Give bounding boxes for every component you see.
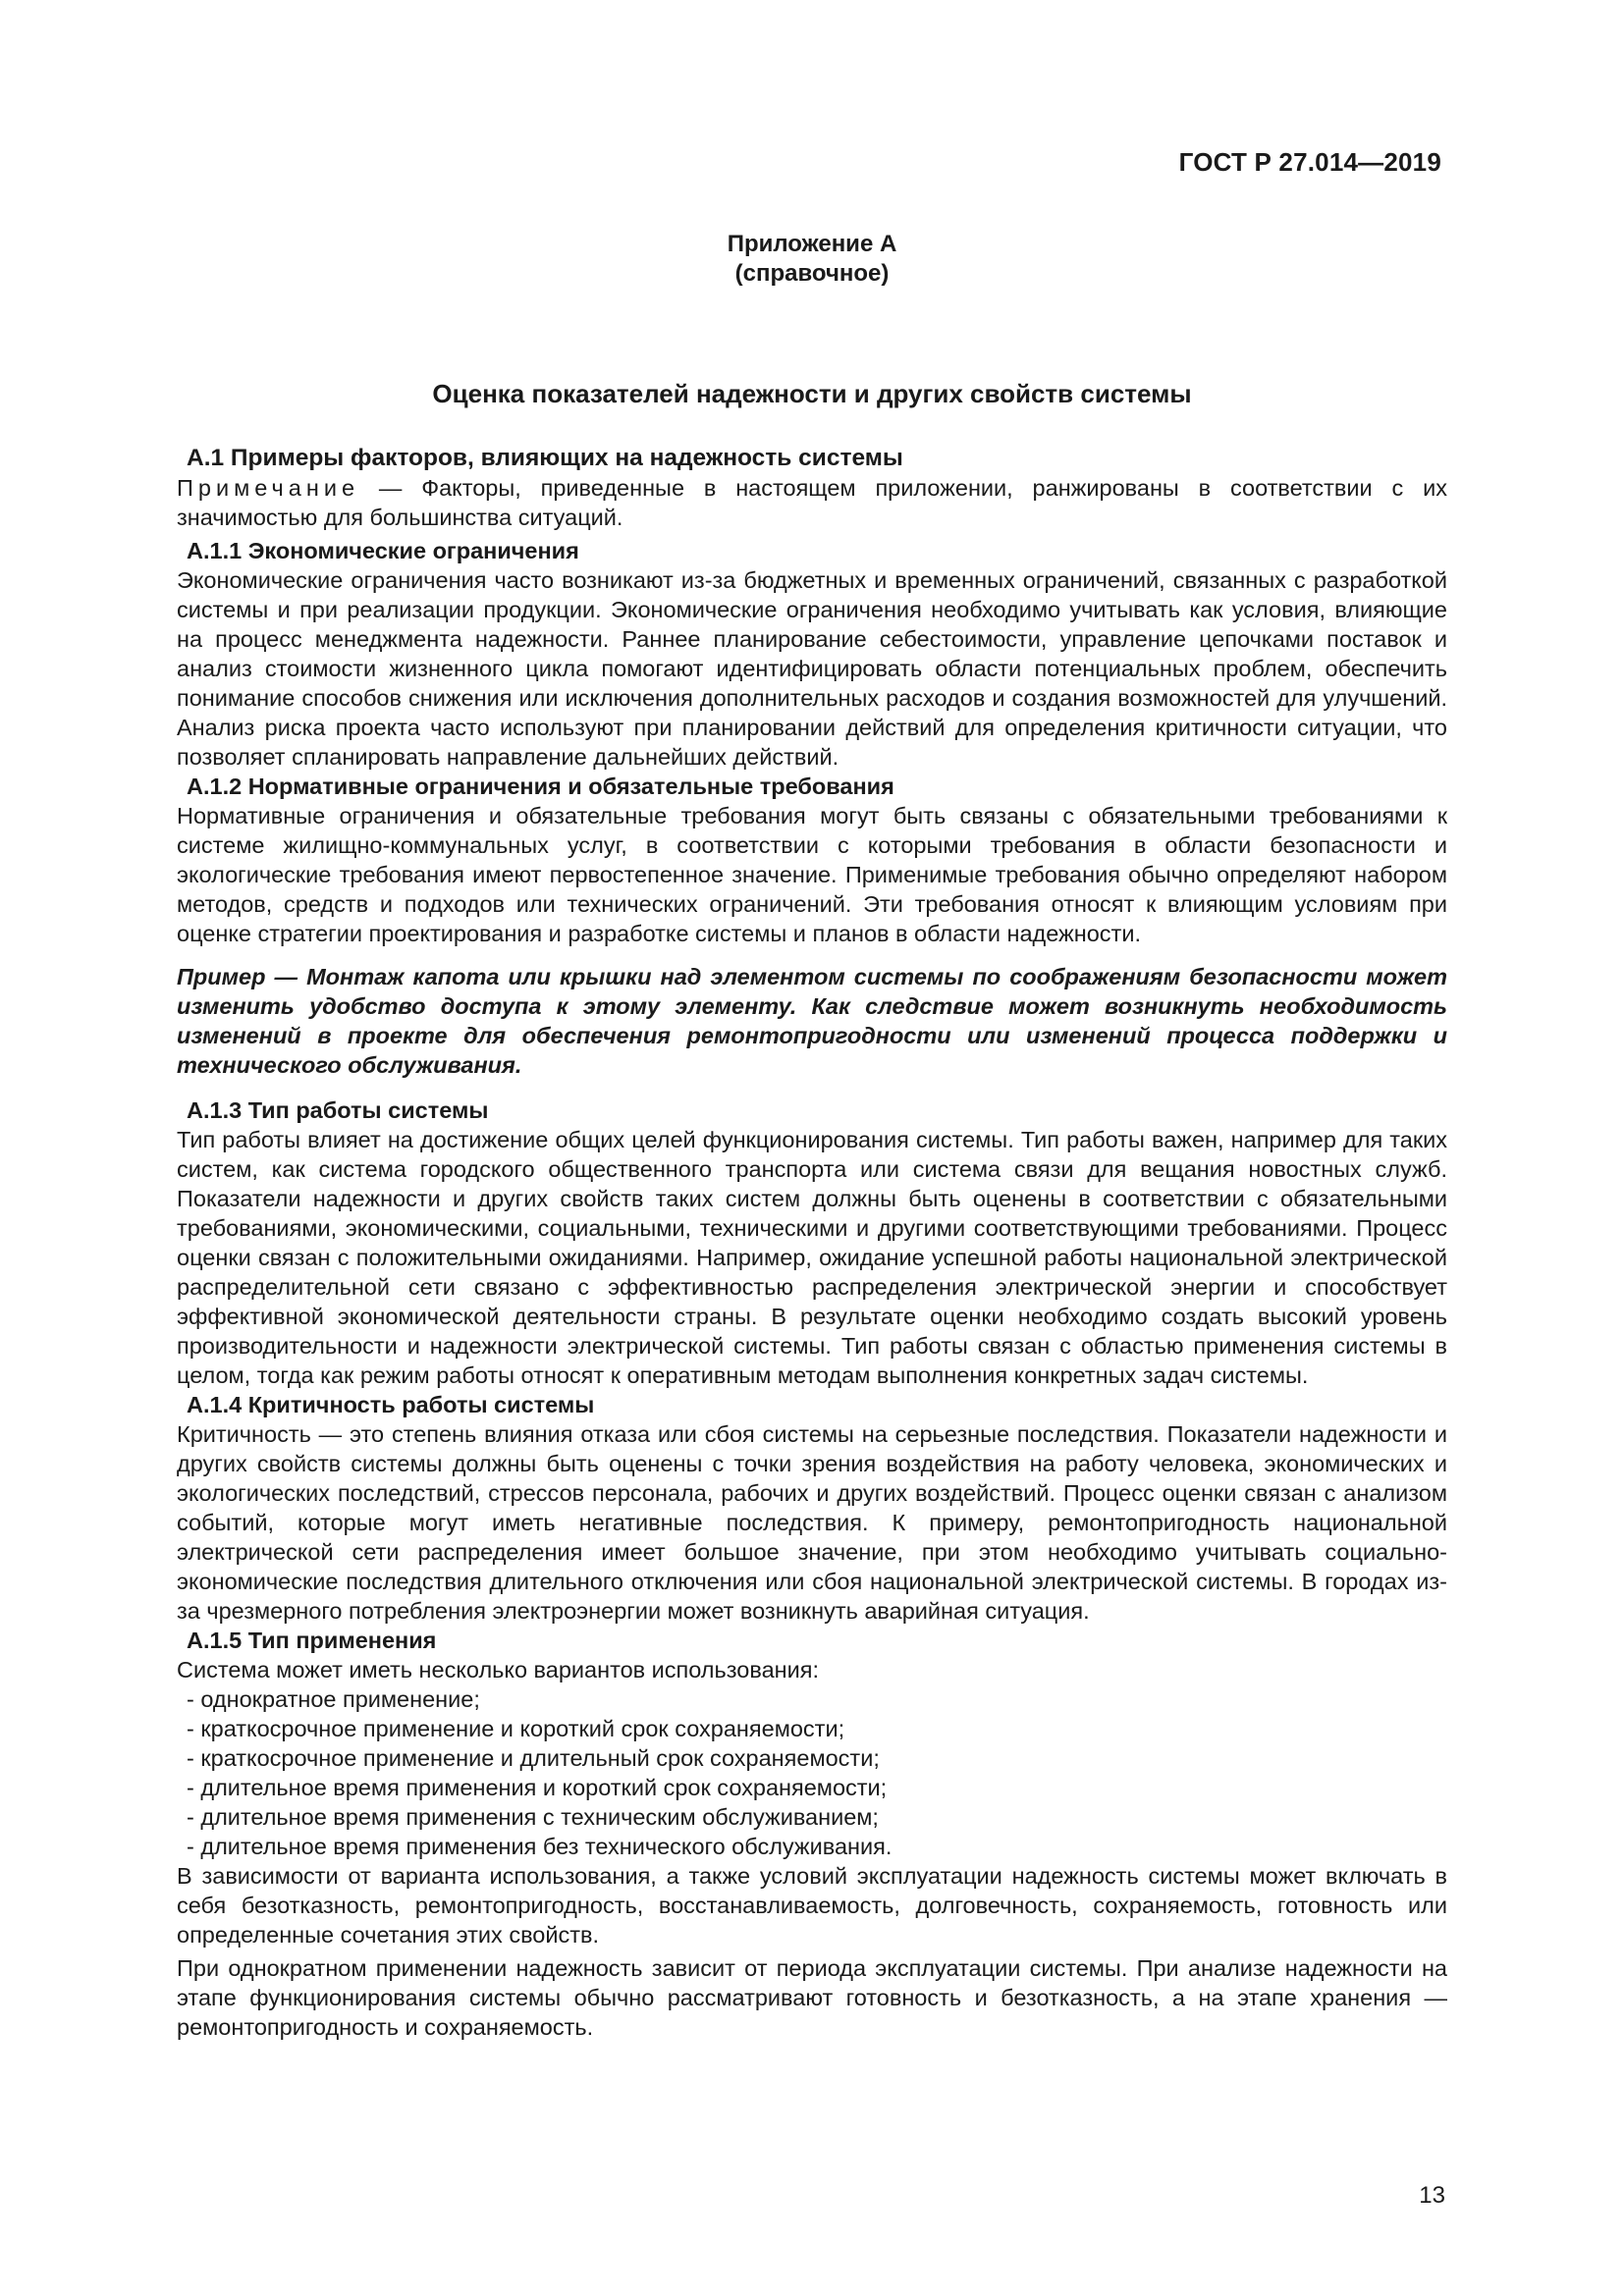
section-a1-3-text: Тип работы влияет на достижение общих целей функционирования системы. Тип работы важен, например для таких систем, как система городского общественного транспорта или система связи для вещания новостных служб. Показатели надежности и других свойств таких систем должны быть оценены в соответствии с обязательными требованиями, экономическими, социальными, техническими и другими соответствующими требованиями. Процесс оценки связан с положительными ожиданиями. Например, ожидание успешной работы национальной электрической распределительной сети связано с эффективностью распределения электрической энергии и способствует эффективной экономической деятельности страны. В результате оценки необходимо создать высокий уровень производительности и надежности электрической системы. Тип работы связан с областью применения системы в целом, тогда как режим работы относят к оперативным методам выполнения конкретных задач системы. — [177, 1127, 1447, 1388]
appendix-subtitle: (справочное) — [734, 260, 890, 287]
main-title: Оценка показателей надежности и других свойств системы — [432, 379, 1192, 408]
section-a1-5-paragraph-1: В зависимости от варианта использования, а также условий эксплуатации надежность системы может включать в себя безотказность, ремонтопригодность, восстанавливаемость, долговечность, сохраняемость, готовность или определенные сочетания этих свойств. — [177, 1863, 1447, 1948]
section-a1-1-heading: А.1.1 Экономические ограничения — [187, 538, 579, 563]
document-code: ГОСТ Р 27.014—2019 — [1178, 147, 1441, 177]
section-a1-3-heading: А.1.3 Тип работы системы — [187, 1097, 489, 1123]
list-item: - однократное применение; — [187, 1686, 480, 1712]
note-label: Примечание — [177, 475, 360, 501]
document-body — [177, 444, 1447, 2042]
list-item: - длительное время применения без технического обслуживания. — [187, 1834, 893, 1859]
page-number: 13 — [1419, 2182, 1445, 2209]
section-a1-2-heading: А.1.2 Нормативные ограничения и обязательные требования — [187, 774, 894, 799]
section-a1-5-paragraph-2: При однократном применении надежность зависит от периода эксплуатации системы. При анализе надежности на этапе функционирования системы обычно рассматривают готовность и безотказность, а на этапе хранения — ремонтопригодность и сохраняемость. — [177, 1955, 1447, 2040]
list-item: - длительное время применения и короткий срок сохраняемости; — [187, 1775, 888, 1800]
note-text: — Факторы, приведенные в настоящем приложении, ранжированы в соответствии с их значимостью для большинства ситуаций. — [177, 475, 1447, 530]
section-a1-1-text: Экономические ограничения часто возникают из-за бюджетных и временных ограничений, связанных с разработкой системы и при реализации продукции. Экономические ограничения необходимо учитывать как условия, влияющие на процесс менеджмента надежности. Раннее планирование себестоимости, управление цепочками поставок и анализ стоимости жизненного цикла помогают идентифицировать области потенциальных проблем, обеспечить понимание способов снижения или исключения дополнительных расходов и создания возможностей для улучшений. Анализ риска проекта часто используют при планировании действий для определения критичности ситуации, что позволяет спланировать направление дальнейших действий. — [177, 567, 1447, 770]
section-a1-heading: А.1 Примеры факторов, влияющих на надежность системы — [187, 445, 903, 471]
list-item: - длительное время применения с техническим обслуживанием; — [187, 1804, 879, 1830]
section-a1-5-heading: А.1.5 Тип применения — [187, 1628, 437, 1653]
appendix-title: Приложение А — [727, 231, 897, 257]
section-a1-4-heading: А.1.4 Критичность работы системы — [187, 1392, 595, 1417]
section-a1-4-text: Критичность — это степень влияния отказа или сбоя системы на серьезные последствия. Показатели надежности и других свойств системы должны быть оценены с точки зрения воздействия на работу человека, экономических и экологических последствий, стрессов персонала, рабочих и других воздействий. Процесс оценки связан с анализом событий, которые могут иметь негативные последствия. К примеру, ремонтопригодность национальной электрической сети распределения имеет большое значение, при этом необходимо учитывать социально-экономические последствия длительного отключения или сбоя национальной электрической системы. В городах из-за чрезмерного потребления электроэнергии может возникнуть аварийная ситуация. — [177, 1421, 1447, 1624]
appendix-heading — [177, 230, 1447, 289]
list-item: - краткосрочное применение и короткий срок сохраняемости; — [187, 1716, 845, 1741]
list-item: - краткосрочное применение и длительный срок сохраняемости; — [187, 1745, 880, 1771]
section-a1-2-text: Нормативные ограничения и обязательные требования могут быть связаны с обязательными требованиями к системе жилищно-коммунальных услуг, в соответствии с которыми требования в области безопасности и экологические требования имеют первостепенное значение. Применимые требования обычно определяют набором методов, средств и подходов или технических ограничений. Эти требования относят к влияющим условиям при оценке стратегии проектирования и разработке системы и планов в области надежности. — [177, 803, 1447, 946]
example-paragraph: Пример — Монтаж капота или крышки над элементом системы по соображениям безопасности может изменить удобство доступа к этому элементу. Как следствие может возникнуть необходимость изменений в проекте для обеспечения ремонтопригодности или изменений процесса поддержки и технического обслуживания. — [177, 964, 1447, 1078]
note-paragraph — [177, 473, 1447, 532]
section-a1-5-intro: Система может иметь несколько вариантов использования: — [177, 1657, 819, 1682]
